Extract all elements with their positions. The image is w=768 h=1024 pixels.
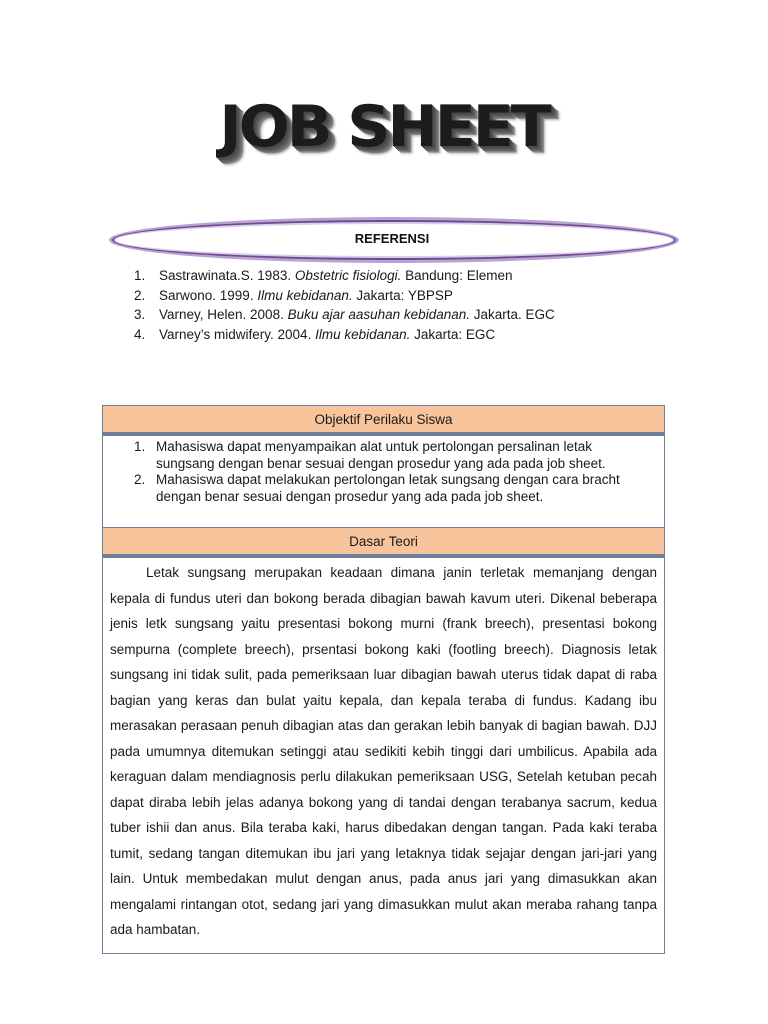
item-number: 1. <box>134 268 146 283</box>
referensi-item <box>134 305 555 325</box>
objektif-header: Objektif Perilaku Siswa <box>103 406 664 433</box>
reference-author: Sastrawinata.S. 1983. <box>159 268 295 283</box>
reference-publisher: Jakarta: YBPSP <box>352 287 453 303</box>
objektif-item <box>103 439 664 472</box>
reference-title: Ilmu kebidanan. <box>257 287 353 303</box>
dasar-teori-body <box>103 555 664 953</box>
dasar-teori-header: Dasar Teori <box>103 528 664 555</box>
page-title: JOB SHEET <box>219 93 549 161</box>
reference-title: Ilmu kebidanan. <box>315 327 411 343</box>
reference-publisher: Jakarta. EGC <box>469 307 555 323</box>
item-number: 3. <box>134 307 146 323</box>
reference-publisher: Bandung: Elemen <box>401 268 513 283</box>
reference-publisher: Jakarta: EGC <box>410 327 496 343</box>
referensi-item <box>134 266 555 286</box>
dasar-teori-paragraph: Letak sungsang merupakan keadaan dimana janin terletak memanjang dengan kepala di fundus uteri dan bokong berada dibagian bawah kavum uteri. Dikenal beberapa jenis letk sungsang yaitu presentasi bokong murni (frank breech), presentasi bokong sempurna (complete breech), prsentasi bokong kaki (footling breech). Diagnosis letak sungsang ini tidak sulit, pada pemeriksaan luar dibagian bawah uterus tidak dapat di raba bagian yang keras dan bulat yaitu kepala, dan kepala teraba di fundus. Kadang ibu merasakan perasaan penuh dibagian atas dan gerakan lebih banyak di bagian bawah. DJJ pada umumnya ditemukan setinggi atau sedikiti kebih tinggi dari umbilicus. Apabila ada keraguan dalam mendiagnosis perlu dilakukan pemeriksaan USG, Setelah ketuban pecah dapat diraba lebih jelas adanya bokong yang di tandai dengan terabanya sacrum, kedua tuber ishii dan anus. Bila teraba kaki, harus dibedakan dengan tangan. Pada kaki teraba tumit, sedang tangan ditemukan ibu jari yang letaknya tidak sejajar dengan jari-jari yang lain. Untuk membedakan mulut dengan anus, pada anus jari yang dimasukkan akan mengalami rintangan otot, sedang jari yang dimasukkan mulut akan meraba rahang tanpa ada hambatan. <box>110 565 657 937</box>
referensi-item <box>134 286 555 306</box>
item-number: 2. <box>134 472 146 487</box>
reference-author: Varney, Helen. 2008. <box>159 307 288 323</box>
referensi-heading: REFERENSI <box>354 231 430 246</box>
job-sheet-table <box>102 405 665 954</box>
reference-author: Varney’s midwifery. 2004. <box>159 327 316 343</box>
item-number: 2. <box>134 287 146 303</box>
objektif-text: Mahasiswa dapat menyampaikan alat untuk pertolongan persalinan letak sungsang dengan benar sesuai dengan prosedur yang ada pada job sheet. <box>156 439 606 471</box>
item-number: 4. <box>134 327 146 343</box>
objektif-item <box>103 472 664 505</box>
objektif-list <box>103 433 664 528</box>
item-number: 1. <box>134 439 146 454</box>
objektif-text: Mahasiswa dapat melakukan pertolongan letak sungsang dengan cara bracht dengan benar sesuai dengan prosedur yang ada pada job sheet. <box>156 472 620 504</box>
reference-title: Obstetric fisiologi. <box>294 268 402 283</box>
reference-author: Sarwono. 1999. <box>159 287 258 303</box>
referensi-item <box>134 325 555 345</box>
referensi-list <box>134 266 555 345</box>
reference-title: Buku ajar aasuhan kebidanan. <box>287 307 470 323</box>
